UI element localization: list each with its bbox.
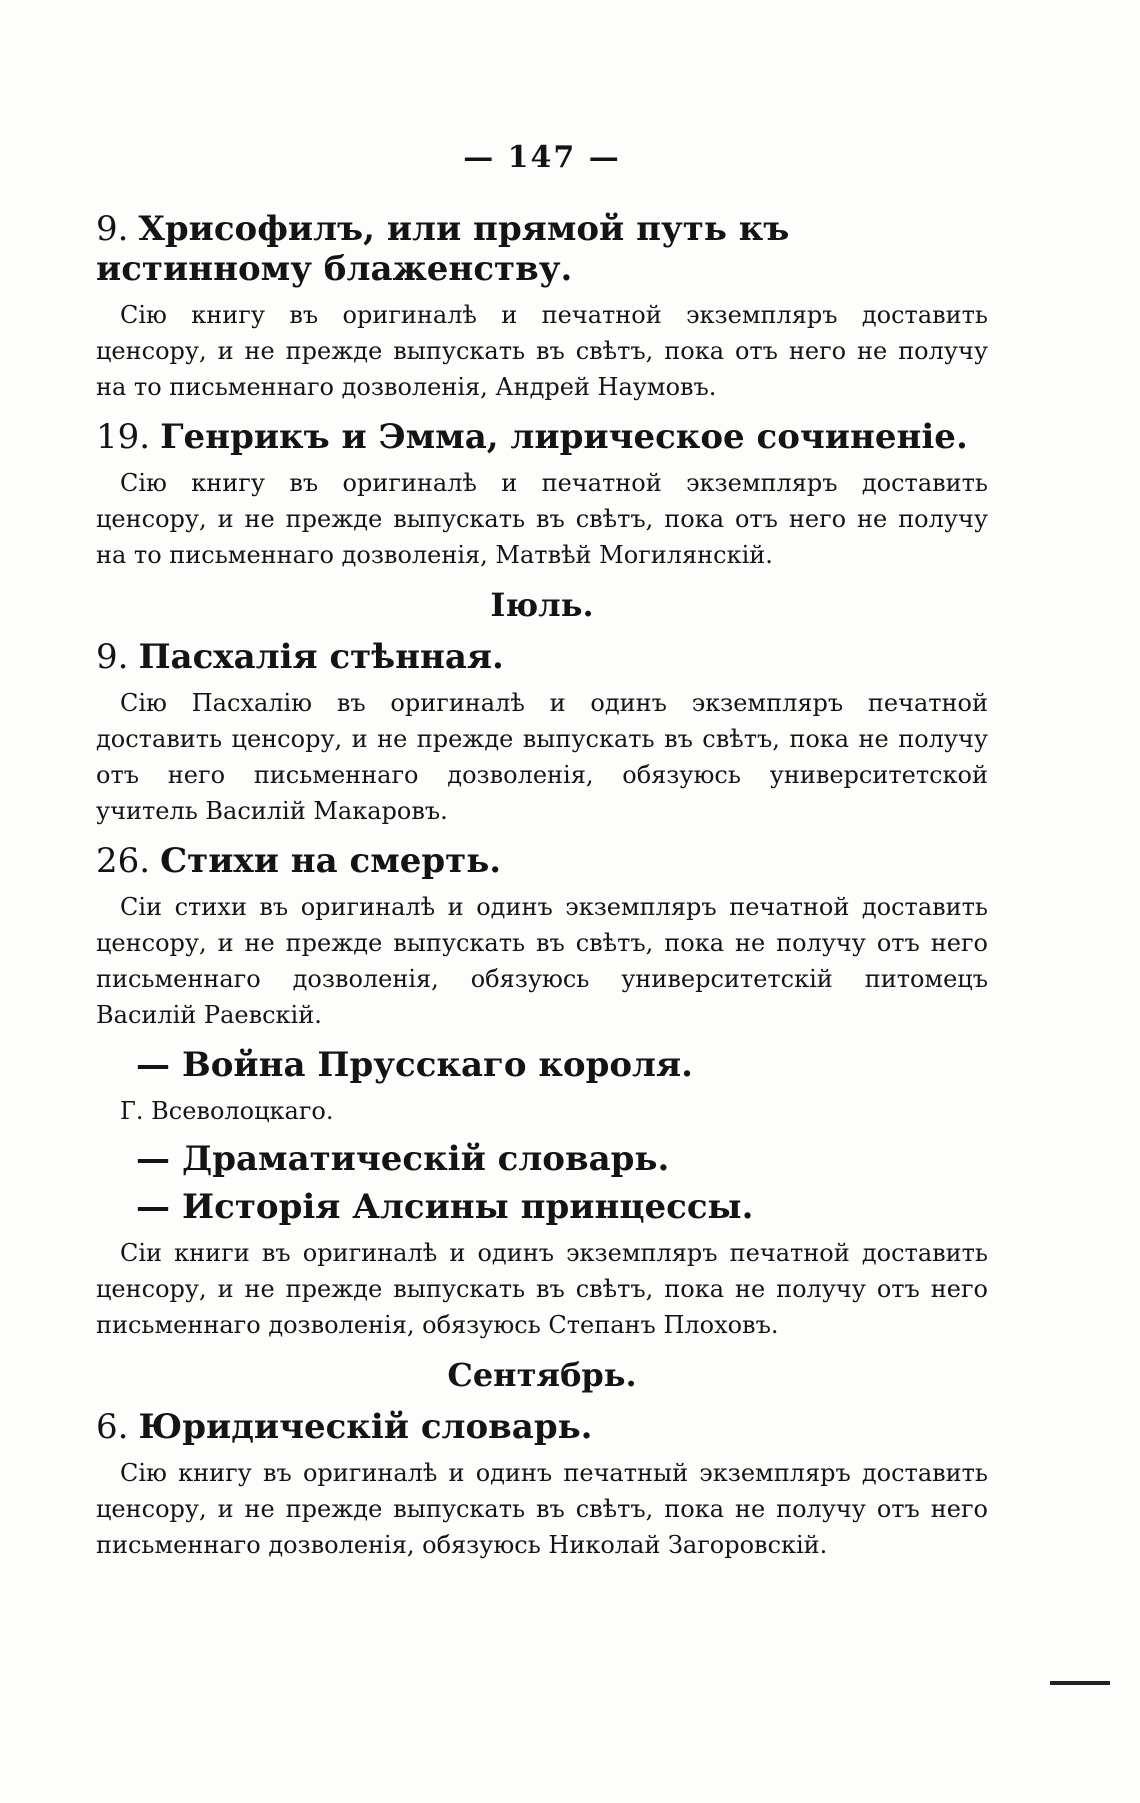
dash-entry-title xyxy=(136,1139,988,1179)
dash-mark: — xyxy=(136,1045,170,1085)
bottom-rule xyxy=(1050,1681,1110,1685)
entry-title xyxy=(96,1407,988,1447)
entry-title xyxy=(96,841,988,881)
entry-title-text: Стихи на смерть. xyxy=(160,841,502,881)
month-heading-september: Сентябрь. xyxy=(447,1356,637,1394)
dash-mark: — xyxy=(136,1139,170,1179)
dash-mark: — xyxy=(136,1187,170,1227)
entry-title-text: Генрикъ и Эмма, лирическое сочиненіе. xyxy=(160,417,968,457)
dash-entry-title-text: Война Прусскаго короля. xyxy=(182,1045,693,1085)
entry-number: 9. xyxy=(96,637,129,677)
entry-block xyxy=(96,209,988,405)
month-heading-july: Іюль. xyxy=(490,586,594,624)
entry-number: 26. xyxy=(96,841,151,881)
entry-text: Сіи стихи въ оригиналѣ и одинъ экземпляръ печатной доставить ценсору, и не прежде выпускать въ свѣтъ, пока не получу отъ него письменнаго дозволенія, обязуюсь университетскій питомецъ Василій Раевскій. xyxy=(96,893,988,1029)
author-attribution: Г. Всеволоцкаго. xyxy=(120,1097,334,1125)
page-number: — 147 — xyxy=(463,140,621,175)
entry-text: Сію книгу въ оригиналѣ и одинъ печатный экземпляръ доставить ценсору, и не прежде выпускать въ свѣтъ, пока не получу отъ него письменнаго дозволенія, обязуюсь Николай Загоровскій. xyxy=(96,1459,988,1559)
entry-title-text: Хрисофилъ, или прямой путь къ истинному блаженству. xyxy=(96,209,790,289)
entry-title-text: Юридическій словарь. xyxy=(138,1407,593,1447)
dash-entry-title-text: Драматическій словарь. xyxy=(182,1139,670,1179)
entry-block xyxy=(96,417,988,573)
entry-number: 9. xyxy=(96,209,129,249)
entry-block xyxy=(96,1407,988,1563)
entry-block xyxy=(96,637,988,829)
document-page xyxy=(96,140,988,1575)
dash-entry-title xyxy=(136,1045,988,1085)
dash-entry-title-text: Исторія Алсины принцессы. xyxy=(182,1187,754,1227)
dash-entry-title xyxy=(136,1187,988,1227)
entry-number: 19. xyxy=(96,417,151,457)
entry-title xyxy=(96,637,988,677)
entry-text: Сіи книги въ оригиналѣ и одинъ экземпляръ печатной доставить ценсору, и не прежде выпускать въ свѣтъ, пока не получу отъ него письменнаго дозволенія, обязуюсь Степанъ Плоховъ. xyxy=(96,1239,988,1339)
entry-block xyxy=(96,841,988,1033)
entry-title-text: Пасхалія стѣнная. xyxy=(138,637,504,677)
entry-text: Сію книгу въ оригиналѣ и печатной экземпляръ доставить ценсору, и не прежде выпускать въ свѣтъ, пока отъ него не получу на то письменнаго дозволенія, Матвѣй Могилянскій. xyxy=(96,469,988,569)
entry-title xyxy=(96,417,988,457)
entry-text: Сію книгу въ оригиналѣ и печатной экземпляръ доставить ценсору, и не прежде выпускать въ свѣтъ, пока отъ него не получу на то письменнаго дозволенія, Андрей Наумовъ. xyxy=(96,301,988,401)
entry-title xyxy=(96,209,988,289)
entry-number: 6. xyxy=(96,1407,129,1447)
entry-text: Сію Пасхалію въ оригиналѣ и одинъ экземпляръ печатной доставить ценсору, и не прежде выпускать въ свѣтъ, пока не получу отъ него письменнаго дозволенія, обязуюсь университетской учитель Василій Макаровъ. xyxy=(96,689,988,825)
